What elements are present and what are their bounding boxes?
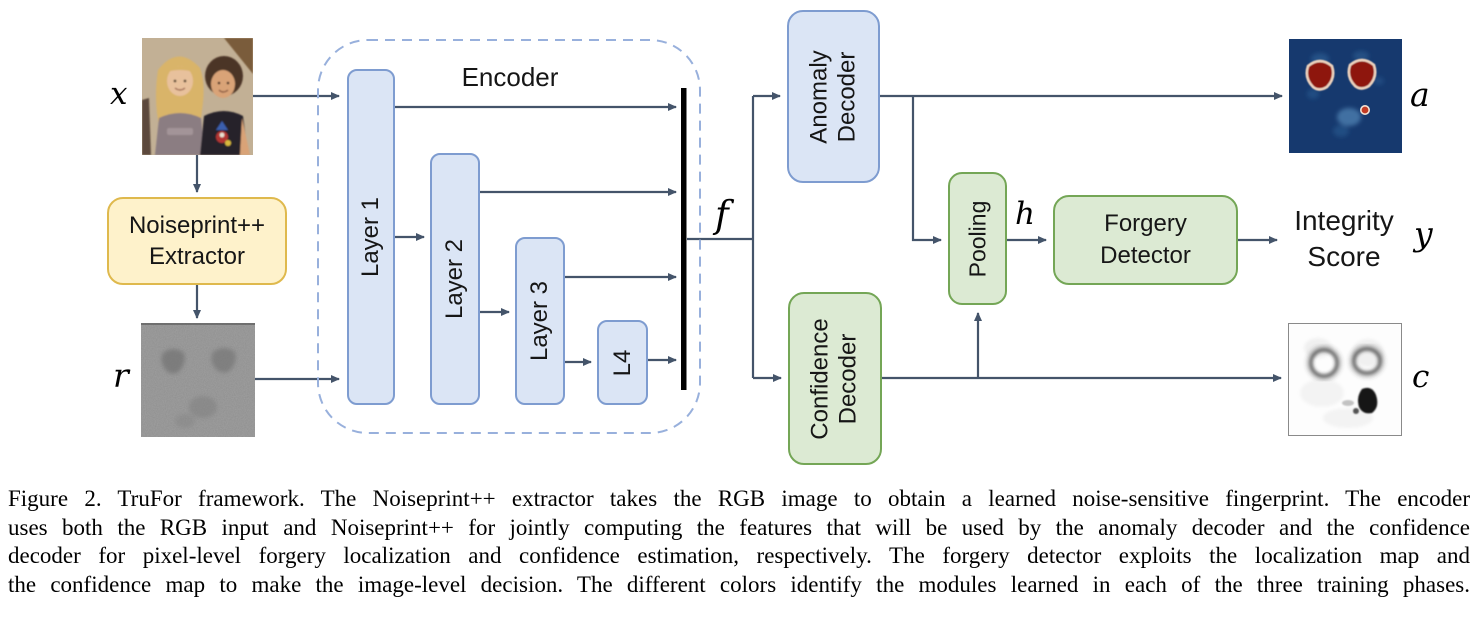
label-y: y — [1414, 214, 1433, 253]
layer1-label: Layer 1 — [356, 196, 384, 278]
confidence-decoder-label-line1: Confidence — [806, 317, 834, 440]
anomaly-decoder-label-line1: Anomaly — [805, 49, 833, 144]
confidence-decoder-label-line2: Decoder — [835, 333, 862, 424]
noiseprint-image — [141, 323, 255, 437]
confidence-decoder-box — [788, 292, 882, 465]
label-a: a — [1410, 75, 1430, 114]
forgery-detector-label-line1: Forgery — [1104, 209, 1187, 237]
layer2-label: Layer 2 — [440, 238, 468, 320]
caption-line-3: decoder for pixel-level forgery localization and confidence estimation, respectively. The forgery detector exploits the localization map and — [8, 543, 1470, 569]
caption-line-1: Figure 2. TruFor framework. The Noiseprint++ extractor takes the RGB image to obtain a learned noise-sensitive fingerprint. The encoder — [8, 486, 1470, 511]
label-f: f — [715, 193, 729, 236]
layer4-label: L4 — [608, 349, 636, 376]
layer4-box — [597, 320, 648, 405]
noiseprint-extractor-label-line1: Noiseprint++ — [128, 211, 266, 239]
anomaly-map-small-spot — [1361, 106, 1369, 114]
anomaly-map-image — [1289, 39, 1402, 153]
layer3-label: Layer 3 — [525, 280, 553, 362]
noiseprint-extractor-label-line2: Extractor — [148, 243, 246, 270]
integrity-score-line1: Integrity — [1294, 205, 1394, 236]
label-x: x — [110, 76, 128, 112]
integrity-score-label — [1283, 203, 1405, 275]
pooling-box — [948, 172, 1007, 305]
caption-line-4: the confidence map to make the image-level decision. The different colors identify the modules learned in each of the three training phases. — [8, 572, 1470, 598]
noiseprint-extractor-box — [107, 197, 287, 285]
layer2-box — [430, 153, 480, 405]
feature-bar — [681, 88, 687, 390]
input-photo — [142, 38, 253, 155]
anomaly-decoder-box — [787, 10, 880, 183]
anomaly-decoder-label-line2: Decoder — [833, 51, 861, 142]
label-h: h — [1015, 196, 1035, 232]
arrow-anomaly-branch-to-pooling — [913, 96, 941, 240]
caption-line-2: uses both the RGB input and Noiseprint++ for jointly computing the features that will be used by the anomaly decoder and the confidence — [8, 514, 1470, 540]
figure-caption — [8, 485, 1470, 600]
pooling-label: Pooling — [963, 200, 990, 277]
integrity-score-line2: Score — [1307, 241, 1381, 272]
forgery-detector-box — [1053, 195, 1238, 285]
label-c: c — [1412, 359, 1430, 395]
encoder-title: Encoder — [461, 62, 559, 92]
forgery-detector-label-line2: Detector — [1100, 242, 1191, 269]
layer1-box — [347, 69, 395, 405]
layer3-box — [515, 237, 565, 405]
label-r: r — [113, 356, 129, 395]
confidence-map-image — [1288, 323, 1402, 436]
